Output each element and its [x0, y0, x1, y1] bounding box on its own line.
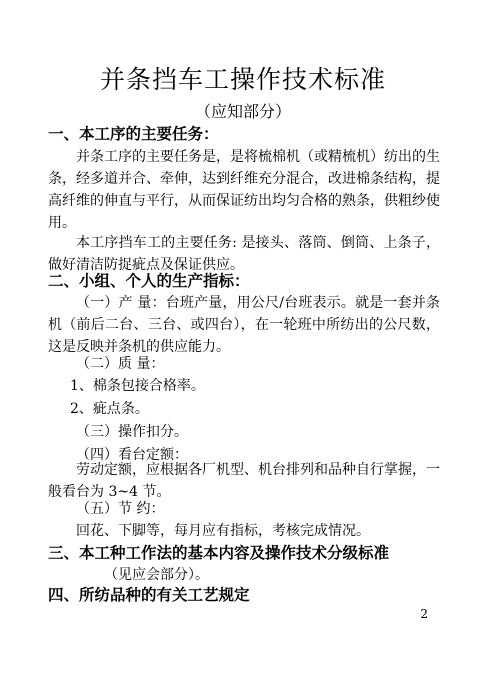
section-3-note: （见应会部分）。 — [104, 567, 209, 583]
section-2-output-paragraph: （一）产 量：台班产量，用公尺/台班表示。就是一套并条机（前后二台、三台、或四台），在一轮班中所纺出的公尺数，这是反映并条机的供应能力。 — [48, 295, 440, 355]
section-1-heading: 一、本工序的主要任务： — [48, 125, 219, 143]
section-2-quality-label: （二）质 量： — [76, 356, 165, 372]
section-2-heading: 二、小组、个人的生产指标： — [48, 272, 250, 290]
section-3-heading: 三、本工种工作法的基本内容及操作技术分级标准 — [48, 544, 390, 562]
page-number: 2 — [420, 607, 428, 621]
section-1-paragraph-1: 并条工序的主要任务是，是将梳棉机（或精梳机）纺出的生条，经多道并合、牵伸，达到纤维充分混合，改进棉条结构，提高纤维的伸直与平行，从而保证纺出均匀合格的熟条，供粗纱使用。 — [48, 149, 440, 231]
document-subtitle: （应知部分） — [194, 102, 291, 121]
quality-item-1: 1、棉条包接合格率。 — [70, 378, 205, 394]
section-2-saving-label: （五）节 约： — [76, 501, 165, 517]
section-1-paragraph-2: 本工序挡车工的主要任务: 是接头、落筒、倒筒、上条子，做好清洁防捉疵点及保证供应。 — [48, 235, 440, 273]
section-4-heading: 四、所纺品种的有关工艺规定 — [48, 586, 250, 604]
section-2-saving-text: 回花、下脚等，每月应有指标，考核完成情况。 — [76, 523, 370, 539]
section-2-quota-paragraph: 劳动定额，应根据各厂机型、机台排列和品种自行掌握，一般看台为 3~4 节。 — [48, 462, 440, 500]
section-2-quota-label: （四）看台定额： — [76, 447, 188, 463]
document-title: 并条挡车工操作技术标准 — [99, 65, 386, 94]
quality-item-2: 2、疵点条。 — [70, 401, 149, 417]
section-2-operation-deduction: （三）操作扣分。 — [76, 424, 188, 440]
